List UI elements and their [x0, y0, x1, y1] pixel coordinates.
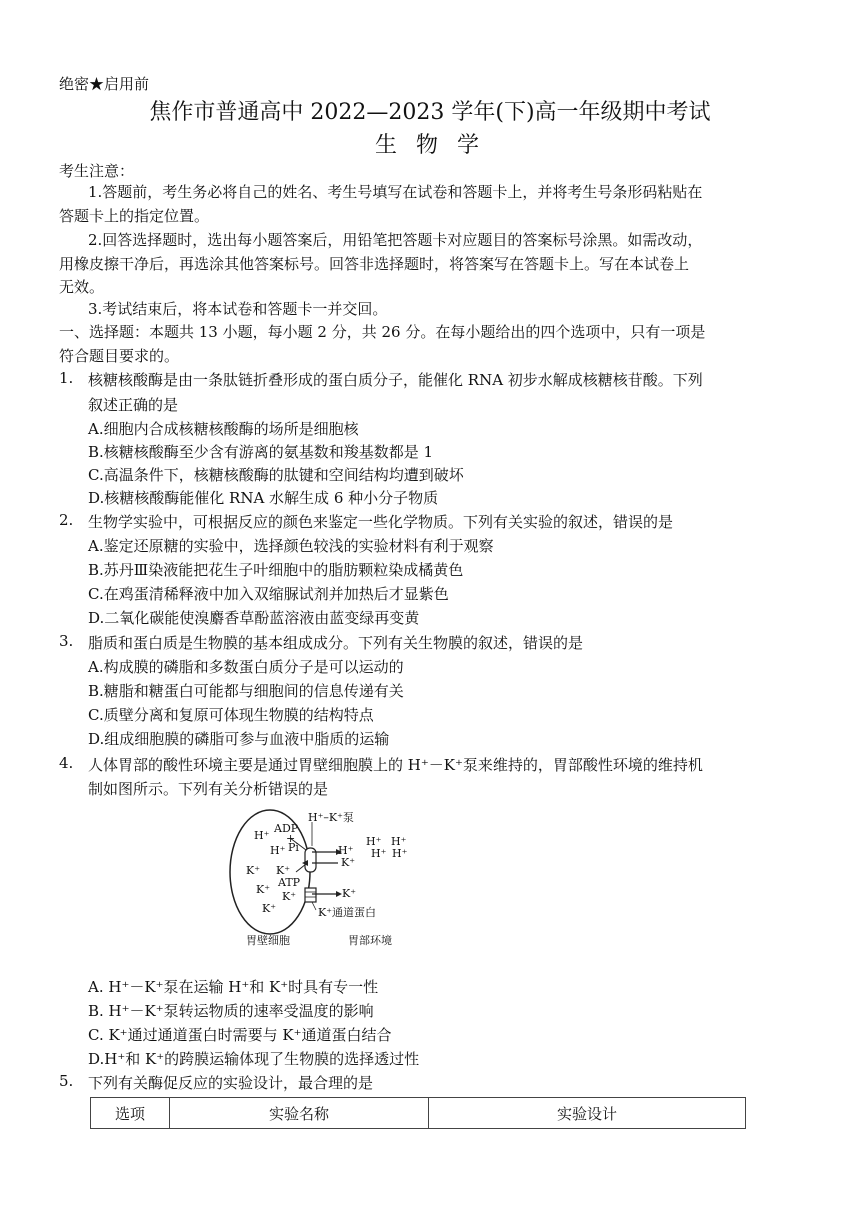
h-ion-label: H⁺: [270, 844, 286, 857]
question-5-number: 5.: [59, 1072, 74, 1090]
environment-label: 胃部环境: [348, 934, 392, 947]
question-3-option-d: D.组成细胞膜的磷脂可参与血液中脂质的运输: [88, 730, 390, 748]
section-1-intro-a: 一、选择题：本题共 13 小题，每小题 2 分，共 26 分。在每小题给出的四个选项中，只有一项是: [59, 323, 706, 341]
question-4-stem-a: 人体胃部的酸性环境主要是通过胃壁细胞膜上的 H⁺－K⁺泵来维持的，胃部酸性环境的维持机: [88, 756, 703, 774]
question-2-option-a: A.鉴定还原糖的实验中，选择颜色较浅的实验材料有利于观察: [88, 537, 494, 555]
question-2-stem: 生物学实验中，可根据反应的颜色来鉴定一些化学物质。下列有关实验的叙述，错误的是: [88, 513, 674, 531]
table-header-option: 选项: [91, 1098, 170, 1129]
atp-label: ATP: [278, 876, 301, 889]
question-4-option-c: C. K⁺通过通道蛋白时需要与 K⁺通道蛋白结合: [88, 1026, 392, 1044]
question-1-option-b: B.核糖核酸酶至少含有游离的氨基数和羧基数都是 1: [88, 443, 434, 461]
h-ion-label: H⁺: [366, 835, 382, 848]
section-1-intro-b: 符合题目要求的。: [59, 347, 180, 365]
h-ion-label: H⁺: [391, 835, 407, 848]
question-5-stem: 下列有关酶促反应的实验设计，最合理的是: [88, 1074, 374, 1092]
question-3-number: 3.: [59, 632, 74, 650]
question-1-option-a: A.细胞内合成核糖核酸酶的场所是细胞核: [88, 420, 359, 438]
h-ion-label: H⁺: [338, 844, 354, 857]
question-4-option-a: A. H⁺－K⁺泵在运输 H⁺和 K⁺时具有专一性: [88, 978, 379, 996]
notice-item-1a: 1.答题前，考生务必将自己的姓名、考生号填写在试卷和答题卡上，并将考生号条形码粘贴在: [88, 183, 703, 201]
notice-item-1b: 答题卡上的指定位置。: [59, 207, 210, 225]
question-2-option-d: D.二氧化碳能使溴麝香草酚蓝溶液由蓝变绿再变黄: [88, 609, 420, 627]
notice-item-3: 3.考试结束后，将本试卷和答题卡一并交回。: [88, 300, 388, 318]
pi-label: Pi: [288, 841, 299, 854]
adp-label: ADP: [274, 822, 299, 835]
table-header-design: 实验设计: [429, 1098, 746, 1129]
notice-item-2c: 无效。: [59, 278, 105, 296]
cell-label: 胃壁细胞: [246, 934, 290, 947]
h-ion-label: H⁺: [392, 847, 408, 860]
table-header-name: 实验名称: [170, 1098, 429, 1129]
subject-title: 生 物 学: [375, 133, 485, 158]
k-ion-label: K⁺: [256, 883, 271, 896]
channel-label: K⁺通道蛋白: [318, 906, 377, 919]
question-3-option-c: C.质壁分离和复原可体现生物膜的结构特点: [88, 706, 374, 724]
question-4-number: 4.: [59, 754, 74, 772]
k-ion-label: K⁺: [246, 864, 261, 877]
k-ion-label: K⁺: [341, 856, 356, 869]
h-ion-label: H⁺: [254, 829, 270, 842]
question-2-option-c: C.在鸡蛋清稀释液中加入双缩脲试剂并加热后才显紫色: [88, 585, 449, 603]
question-1-stem-b: 叙述正确的是: [88, 396, 179, 414]
k-ion-label: K⁺: [282, 890, 297, 903]
question-4-option-d: D.H⁺和 K⁺的跨膜运输体现了生物膜的选择透过性: [88, 1050, 420, 1068]
proton-pump-figure: [226, 806, 416, 951]
question-1-number: 1.: [59, 369, 74, 387]
k-ion-label: K⁺: [342, 887, 357, 900]
question-3-option-b: B.糖脂和糖蛋白可能都与细胞间的信息传递有关: [88, 682, 404, 700]
channel-shape: [305, 888, 316, 902]
question-5-table: [90, 1097, 746, 1129]
question-2-option-b: B.苏丹Ⅲ染液能把花生子叶细胞中的脂肪颗粒染成橘黄色: [88, 561, 464, 579]
k-ion-label: K⁺: [276, 864, 291, 877]
question-2-number: 2.: [59, 511, 74, 529]
plus-label: +: [286, 832, 296, 845]
exam-title: 焦作市普通高中 2022—2023 学年(下)高一年级期中考试: [149, 100, 711, 125]
pump-label: H⁺–K⁺泵: [308, 811, 354, 824]
k-ion-label: K⁺: [262, 902, 277, 915]
question-1-option-d: D.核糖核酸酶能催化 RNA 水解生成 6 种小分子物质: [88, 489, 439, 507]
question-4-option-b: B. H⁺－K⁺泵转运物质的速率受温度的影响: [88, 1002, 374, 1020]
notice-item-2b: 用橡皮擦干净后，再选涂其他答案标号。回答非选择题时，将答案写在答题卡上。写在本试卷上: [59, 255, 690, 273]
notice-item-2a: 2.回答选择题时，选出每小题答案后，用铅笔把答题卡对应题目的答案标号涂黑。如需改动，: [88, 231, 703, 249]
question-3-option-a: A.构成膜的磷脂和多数蛋白质分子是可以运动的: [88, 658, 404, 676]
question-1-option-c: C.高温条件下，核糖核酸酶的肽键和空间结构均遭到破坏: [88, 466, 464, 484]
confidential-mark: 绝密★启用前: [59, 75, 150, 93]
question-1-stem-a: 核糖核酸酶是由一条肽链折叠形成的蛋白质分子，能催化 RNA 初步水解成核糖核苷酸。下列: [88, 371, 703, 389]
h-ion-label: H⁺: [371, 847, 387, 860]
question-4-stem-b: 制如图所示。下列有关分析错误的是: [88, 780, 329, 798]
question-3-stem: 脂质和蛋白质是生物膜的基本组成成分。下列有关生物膜的叙述，错误的是: [88, 634, 584, 652]
table-header-row: [91, 1098, 746, 1129]
notice-heading: 考生注意：: [59, 162, 135, 180]
